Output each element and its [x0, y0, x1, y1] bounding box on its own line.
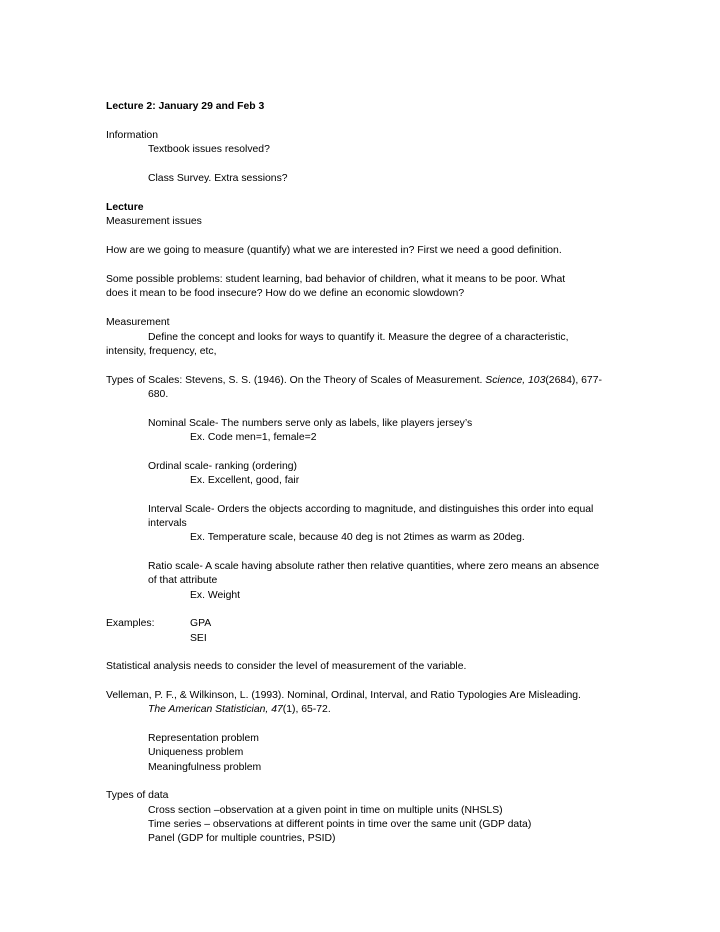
velleman-pages: (1), 65-72. — [282, 704, 331, 715]
data-type-item: Cross section –observation at a given point in time on multiple units (NHSLS) — [148, 805, 503, 816]
lecture-title: Lecture 2: January 29 and Feb 3 — [106, 101, 265, 112]
interval-scale-line2: intervals — [148, 518, 187, 529]
information-item: Class Survey. Extra sessions? — [148, 173, 288, 184]
scales-intro-pages-end: 680. — [148, 389, 169, 400]
nominal-example: Ex. Code men=1, female=2 — [190, 432, 317, 443]
scales-intro-pages: (2684), 677- — [545, 375, 602, 386]
examples-label: Examples: — [106, 618, 155, 629]
velleman-journal: The American Statistician, 47 — [148, 704, 283, 715]
lecture-heading: Lecture — [106, 202, 144, 213]
interval-example: Ex. Temperature scale, because 40 deg is not 2times as warm as 20deg. — [190, 532, 525, 543]
scales-intro-text: Types of Scales: Stevens, S. S. (1946). On the Theory of Scales of Measurement. — [106, 375, 486, 386]
data-types-heading: Types of data — [106, 790, 169, 801]
information-item: Textbook issues resolved? — [148, 144, 270, 155]
example-item: GPA — [190, 618, 212, 629]
example-item: SEI — [190, 633, 207, 644]
velleman-journal-line — [148, 703, 331, 716]
scales-intro — [106, 374, 602, 387]
ordinal-scale: Ordinal scale- ranking (ordering) — [148, 461, 297, 472]
velleman-problem: Uniqueness problem — [148, 747, 244, 758]
lecture-topic: Measurement issues — [106, 216, 202, 227]
nominal-scale: Nominal Scale- The numbers serve only as labels, like players jersey’s — [148, 418, 473, 429]
velleman-citation: Velleman, P. F., & Wilkinson, L. (1993). Nominal, Ordinal, Interval, and Ratio Typologies Are Misleading. — [106, 690, 581, 701]
analysis-note: Statistical analysis needs to consider the level of measurement of the variable. — [106, 661, 467, 672]
ratio-example: Ex. Weight — [190, 590, 241, 601]
information-heading: Information — [106, 130, 158, 141]
velleman-problem: Meaningfulness problem — [148, 762, 262, 773]
data-type-item: Panel (GDP for multiple countries, PSID) — [148, 833, 336, 844]
ratio-scale-line2: of that attribute — [148, 575, 218, 586]
lecture-question: How are we going to measure (quantify) what we are interested in? First we need a good definition. — [106, 245, 562, 256]
interval-scale-line1: Interval Scale- Orders the objects according to magnitude, and distinguishes this order into equal — [148, 504, 594, 515]
ordinal-example: Ex. Excellent, good, fair — [190, 475, 300, 486]
ratio-scale-line1: Ratio scale- A scale having absolute rather then relative quantities, where zero means an absence — [148, 561, 600, 572]
measurement-definition-line2: intensity, frequency, etc, — [106, 346, 217, 357]
measurement-definition-line1: Define the concept and looks for ways to quantify it. Measure the degree of a characteristic, — [148, 332, 569, 343]
scales-journal: Science, 103 — [485, 375, 546, 386]
data-type-item: Time series – observations at different points in time over the same unit (GDP data) — [148, 819, 532, 830]
problems-text-line1: Some possible problems: student learning, bad behavior of children, what it means to be poor. What — [106, 274, 566, 285]
velleman-problem: Representation problem — [148, 733, 259, 744]
problems-text-line2: does it mean to be food insecure? How do we define an economic slowdown? — [106, 288, 465, 299]
measurement-heading: Measurement — [106, 317, 170, 328]
